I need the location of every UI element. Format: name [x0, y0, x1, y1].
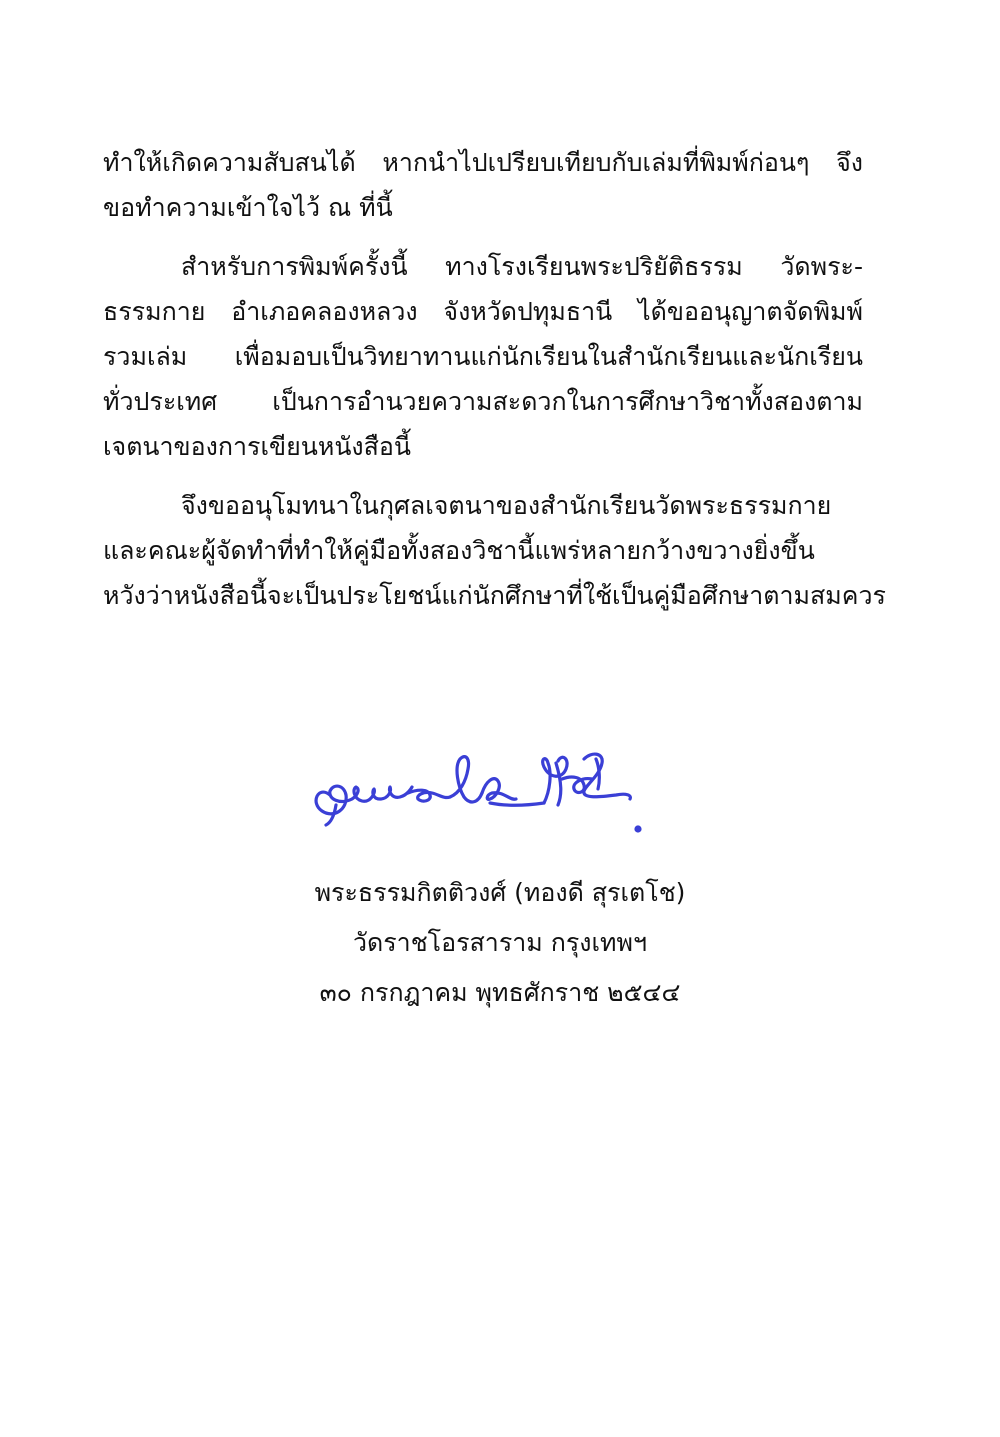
paragraph-3-line-2: และคณะผู้จัดทำที่ทำให้คู่มือทั้งสองวิชานี้แพร่หลายกว้างขวางยิ่งขึ้น	[103, 536, 815, 565]
text-segment: จึง	[836, 148, 863, 177]
text-segment: เป็นการอำนวยความสะดวกในการศึกษาวิชาทั้งสองตาม	[272, 387, 863, 416]
paragraph-1-line-1	[103, 140, 863, 185]
text-segment: รวมเล่ม	[103, 342, 188, 371]
signer-name: พระธรรมกิตติวงศ์ (ทองดี สุรเตโช)	[314, 878, 686, 907]
text-segment: อำเภอคลองหลวง	[231, 297, 418, 326]
paragraph-2-line-5: เจตนาของการเขียนหนังสือนี้	[103, 432, 411, 461]
paragraph-2-line-1	[103, 244, 863, 289]
text-segment: ธรรมกาย	[103, 297, 206, 326]
handwritten-signature	[300, 733, 660, 843]
paragraph-2-line-2	[103, 289, 863, 334]
text-segment: จังหวัดปทุมธานี	[443, 297, 613, 326]
text-segment: วัดพระ-	[780, 252, 863, 281]
paragraph-gap	[103, 230, 863, 244]
paragraph-gap	[103, 469, 863, 483]
signer-date: ๓๐ กรกฎาคม พุทธศักราช ๒๕๔๔	[319, 978, 681, 1007]
signer-temple: วัดราชโอรสาราม กรุงเทพฯ	[352, 928, 648, 957]
text-segment: สำหรับการพิมพ์ครั้งนี้	[181, 252, 408, 281]
paragraph-2-line-3	[103, 334, 863, 379]
text-segment: หากนำไปเปรียบเทียบกับเล่มที่พิมพ์ก่อนๆ	[382, 148, 810, 177]
paragraph-3-line-1: จึงขออนุโมทนาในกุศลเจตนาของสำนักเรียนวัดพระธรรมกาย	[181, 491, 832, 520]
text-segment: ทางโรงเรียนพระปริยัติธรรม	[445, 252, 743, 281]
signature-strokes	[316, 754, 640, 831]
paragraph-2-line-4	[103, 379, 863, 424]
paragraph-3-line-3: หวังว่าหนังสือนี้จะเป็นประโยชน์แก่นักศึกษาที่ใช้เป็นคู่มือศึกษาตามสมควร	[103, 581, 886, 610]
signer-block	[0, 868, 1000, 1018]
text-segment: เพื่อมอบเป็นวิทยาทานแก่นักเรียนในสำนักเรียนและนักเรียน	[234, 342, 863, 371]
text-segment: ทำให้เกิดความสับสนได้	[103, 148, 356, 177]
paragraph-1-line-2: ขอทำความเข้าใจไว้ ณ ที่นี้	[103, 193, 393, 222]
text-segment: ได้ขออนุญาตจัดพิมพ์	[638, 297, 863, 326]
document-body	[103, 140, 886, 618]
text-segment: ทั่วประเทศ	[103, 387, 218, 416]
